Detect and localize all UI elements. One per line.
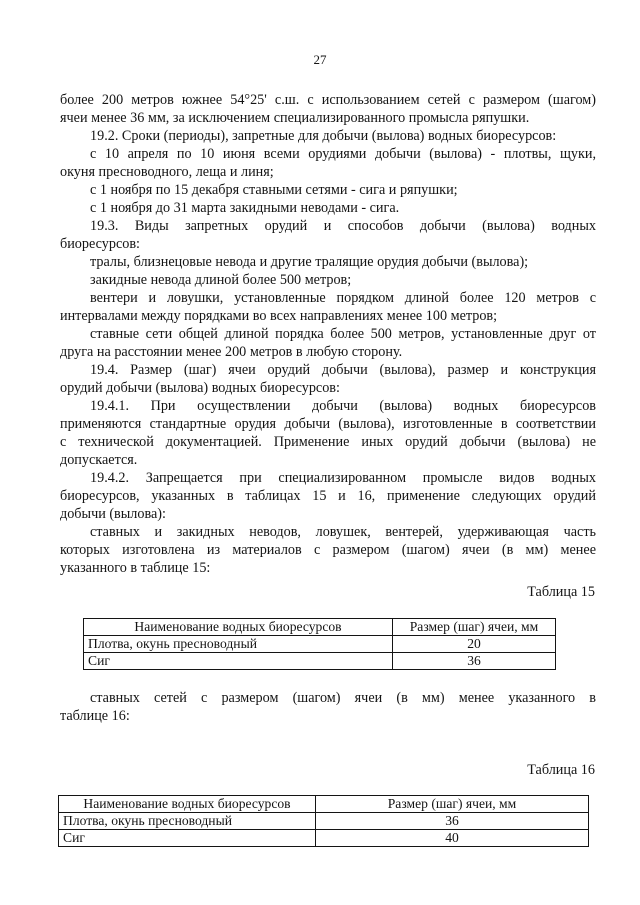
text-line: таблице 16: (60, 708, 130, 724)
text-line: 19.3. Виды запретных орудий и способов добычи (вылова) водных (90, 218, 596, 234)
table-15 (83, 618, 556, 670)
text-line: друга на расстоянии менее 200 метров в любую сторону. (60, 344, 403, 360)
text-line: допускается. (60, 452, 138, 468)
table-cell: Сиг (84, 653, 393, 670)
text-line: тралы, близнецовые невода и другие тралящие орудия добычи (вылова); (90, 254, 529, 270)
table-row (84, 653, 556, 670)
text-line: закидные невода длиной более 500 метров; (90, 272, 352, 288)
table-cell: 36 (316, 813, 589, 830)
text-line: интервалами между порядками во всех направлениях менее 100 метров; (60, 308, 498, 324)
text-line: указанного в таблице 15: (60, 560, 211, 576)
text-line: с 1 ноября по 15 декабря ставными сетями - сига и ряпушки; (90, 182, 458, 198)
table-cell: 40 (316, 830, 589, 847)
text-line: 19.4. Размер (шаг) ячеи орудий добычи (вылова), размер и конструкция (90, 362, 596, 378)
text-line: вентери и ловушки, установленные порядком длиной более 120 метров с (90, 290, 596, 306)
text-line: более 200 метров южнее 54°25' с.ш. с использованием сетей с размером (шагом) (60, 92, 596, 108)
text-line: добычи (вылова): (60, 506, 166, 522)
text-line: ставных сетей с размером (шагом) ячеи (в мм) менее указанного в (90, 690, 596, 706)
table-row (59, 813, 589, 830)
text-line: 19.4.2. Запрещается при специализированном промысле видов водных (90, 470, 596, 486)
table-header-cell: Наименование водных биоресурсов (84, 619, 393, 636)
table-header-cell: Размер (шаг) ячеи, мм (316, 796, 589, 813)
text-line: 19.4.1. При осуществлении добычи (вылова) водных биоресурсов (90, 398, 596, 414)
text-line: ставных и закидных неводов, ловушек, вентерей, удерживающая часть (90, 524, 596, 540)
text-line: 19.2. Сроки (периоды), запретные для добычи (вылова) водных биоресурсов: (90, 128, 557, 144)
text-line: ячеи менее 36 мм, за исключением специализированного промысла ряпушки. (60, 110, 530, 126)
table-cell: Плотва, окунь пресноводный (84, 636, 393, 653)
text-line: применяются стандартные орудия добычи (вылова), изготовленные в соответствии (60, 416, 596, 432)
table-header-cell: Размер (шаг) ячеи, мм (393, 619, 556, 636)
text-line: ставные сети общей длиной порядка более 500 метров, установленные друг от (90, 326, 596, 342)
text-line: которых изготовлена из материалов с размером (шагом) ячеи (в мм) менее (60, 542, 596, 558)
text-line: биоресурсов, указанных в таблицах 15 и 16, применение следующих орудий (60, 488, 596, 504)
table-16-caption: Таблица 16 (527, 762, 595, 778)
table-16 (58, 795, 589, 847)
table-header-row (84, 619, 556, 636)
table-header-cell: Наименование водных биоресурсов (59, 796, 316, 813)
page-number: 27 (313, 52, 327, 67)
table-cell: Сиг (59, 830, 316, 847)
table-15-caption: Таблица 15 (527, 584, 595, 600)
table-cell: 36 (393, 653, 556, 670)
table-row (59, 830, 589, 847)
table-cell: Плотва, окунь пресноводный (59, 813, 316, 830)
text-line: биоресурсов: (60, 236, 140, 252)
text-line: с 1 ноября до 31 марта закидными неводами - сига. (90, 200, 400, 216)
text-line: с 10 апреля по 10 июня всеми орудиями добычи (вылова) - плотвы, щуки, (90, 146, 596, 162)
table-row (84, 636, 556, 653)
table-header-row (59, 796, 589, 813)
text-line: окуня пресноводного, леща и линя; (60, 164, 274, 180)
text-line: с технической документацией. Применение иных орудий добычи (вылова) не (60, 434, 596, 450)
table-cell: 20 (393, 636, 556, 653)
text-line: орудий добычи (вылова) водных биоресурсов: (60, 380, 340, 396)
